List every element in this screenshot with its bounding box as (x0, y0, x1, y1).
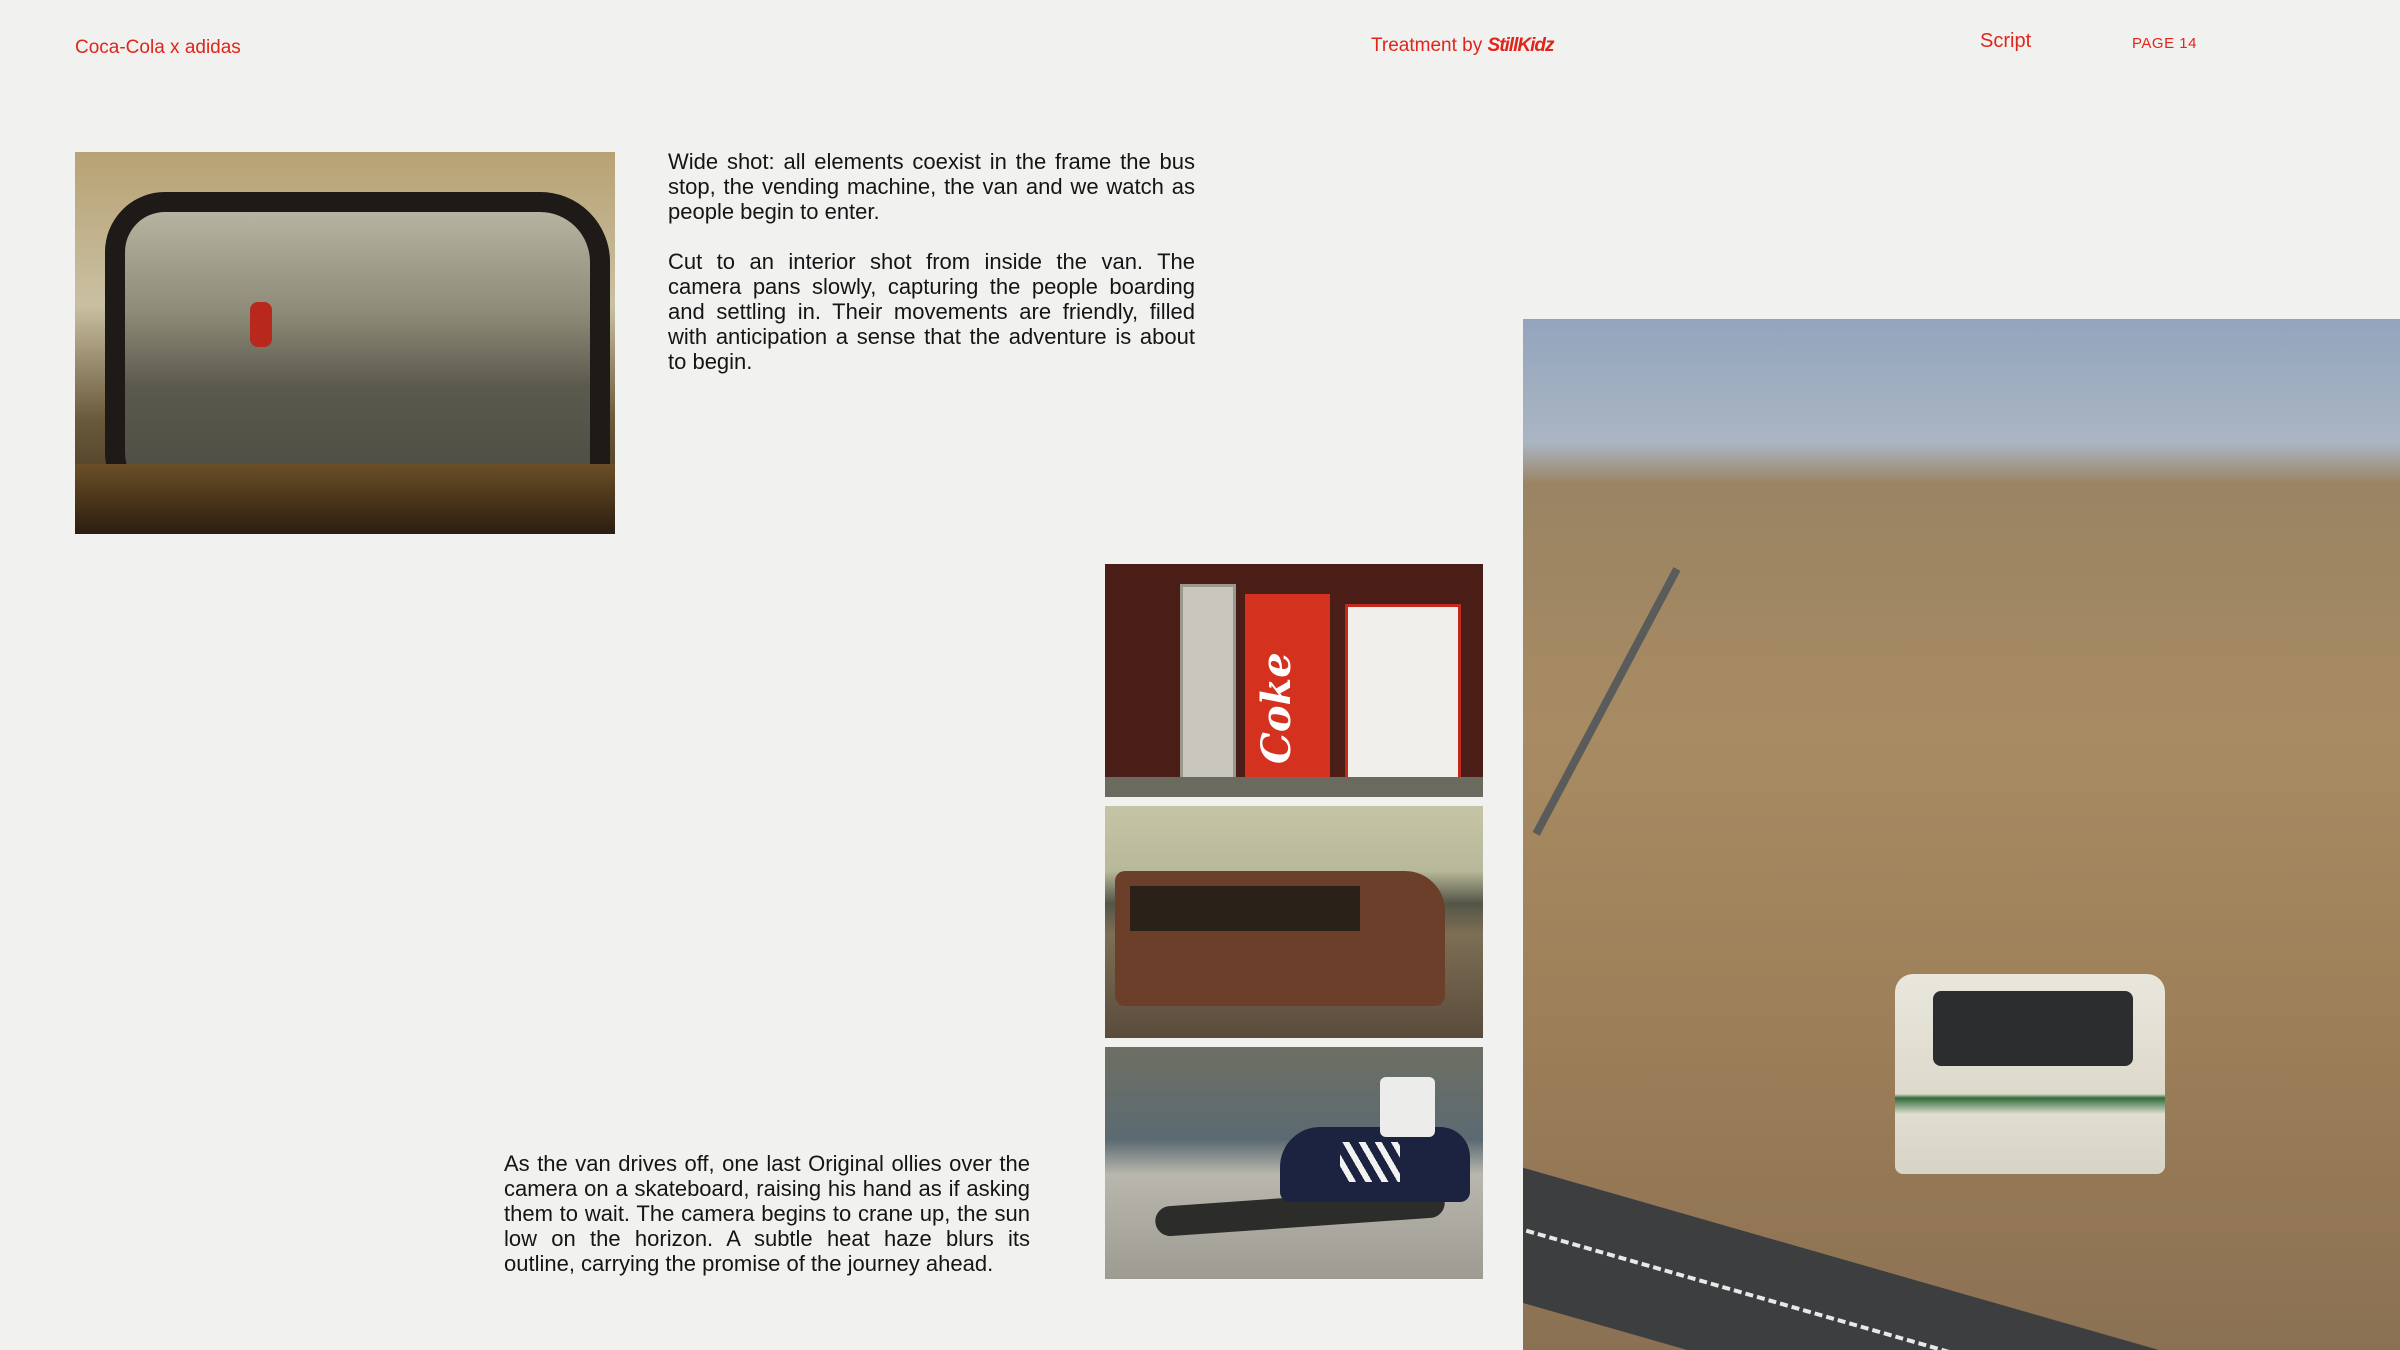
side-mirror-photo (75, 152, 615, 534)
three-stripes (1340, 1142, 1400, 1182)
car-door (75, 464, 615, 534)
van-windows (1130, 886, 1360, 931)
stillkidz-logo: StillKidz (1487, 35, 1554, 56)
phone-booth (1180, 584, 1236, 785)
section-label: Script (1980, 30, 2032, 52)
coke-logo: Coke (1253, 652, 1300, 764)
pavement (1105, 777, 1483, 797)
bus-rear-window (1933, 991, 2133, 1066)
running-person (250, 302, 272, 347)
snack-machine (1345, 604, 1461, 780)
white-sock (1380, 1077, 1435, 1137)
page-number: PAGE 14 (2132, 35, 2197, 52)
desert-bus-photo (1523, 319, 2400, 1350)
treatment-credit (1371, 35, 1553, 57)
script-paragraph-interior-shot: Cut to an interior shot from inside the van. The camera pans slowly, capturing the people boarding and settling in. Their movements are friendly, filled with anticipation a sense that the adventure is about to begin. (668, 249, 1195, 374)
client-title: Coca-Cola x adidas (75, 37, 241, 58)
script-paragraph-skate-ending: As the van drives off, one last Original ollies over the camera on a skateboard, raising his hand as if asking them to wait. The camera begins to crane up, the sun low on the horizon. A subtle heat haze blurs its outline, carrying the promise of the journey ahead. (504, 1151, 1030, 1276)
van-boarding-photo (1105, 806, 1483, 1038)
skateboard-photo (1105, 1047, 1483, 1279)
vending-machine-photo (1105, 564, 1483, 797)
distant-road (1533, 567, 1681, 836)
script-paragraph-wide-shot: Wide shot: all elements coexist in the frame the bus stop, the vending machine, the van and we watch as people begin to enter. (668, 149, 1195, 224)
treatment-prefix: Treatment by (1371, 35, 1488, 56)
